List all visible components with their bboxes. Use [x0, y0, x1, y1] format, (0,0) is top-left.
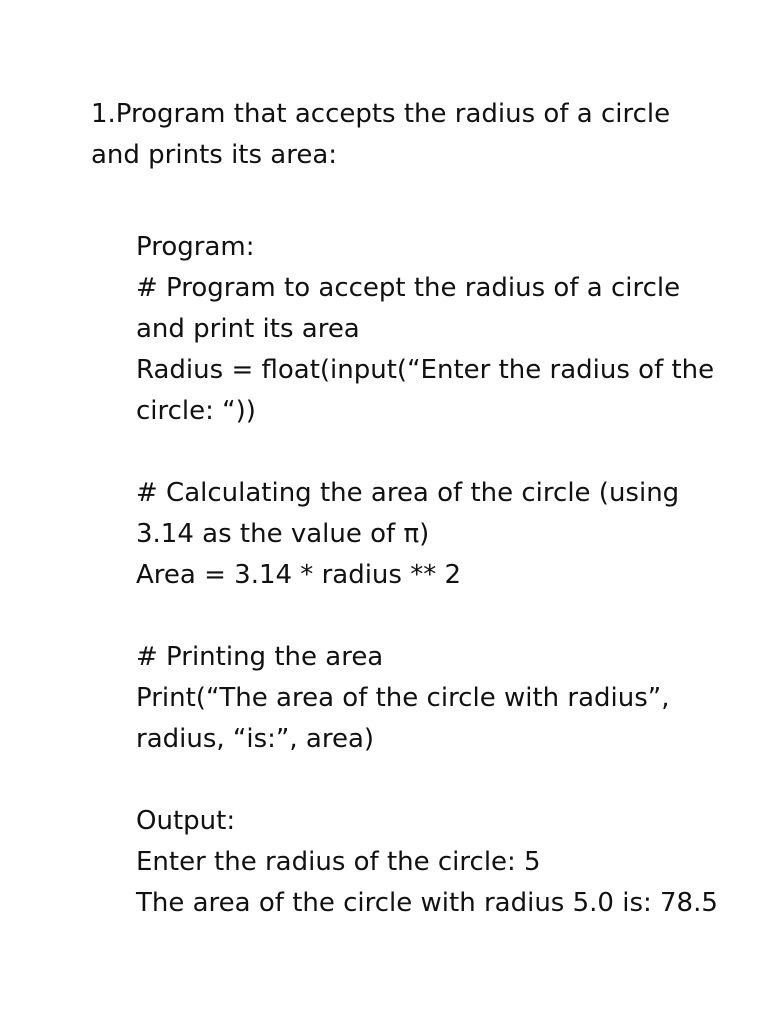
- code-comment-2-line-2: 3.14 as the value of π): [136, 519, 430, 549]
- code-print-line-1: Print(“The area of the circle with radius”,: [136, 683, 670, 713]
- code-comment-2-line-1: # Calculating the area of the circle (using: [136, 478, 680, 508]
- output-line-1: Enter the radius of the circle: 5: [136, 847, 541, 877]
- question-heading: [91, 94, 671, 176]
- code-input-line-1: Radius = float(input(“Enter the radius of the: [136, 355, 715, 385]
- code-print-line-2: radius, “is:”, area): [136, 724, 375, 754]
- heading-line-2: and prints its area:: [91, 140, 338, 170]
- code-comment-1-line-1: # Program to accept the radius of a circle: [136, 273, 681, 303]
- output-line-2: The area of the circle with radius 5.0 is: 78.5: [136, 888, 718, 918]
- answer-block: [136, 227, 736, 924]
- output-label: Output:: [136, 806, 236, 836]
- code-input-line-2: circle: “)): [136, 396, 256, 426]
- blank-line: [136, 596, 736, 637]
- program-label: Program:: [136, 232, 255, 262]
- code-area-line: Area = 3.14 * radius ** 2: [136, 560, 462, 590]
- blank-line: [136, 432, 736, 473]
- blank-line: [136, 760, 736, 801]
- heading-line-1: 1.Program that accepts the radius of a circle: [91, 99, 671, 129]
- code-comment-1-line-2: and print its area: [136, 314, 360, 344]
- code-comment-3: # Printing the area: [136, 642, 384, 672]
